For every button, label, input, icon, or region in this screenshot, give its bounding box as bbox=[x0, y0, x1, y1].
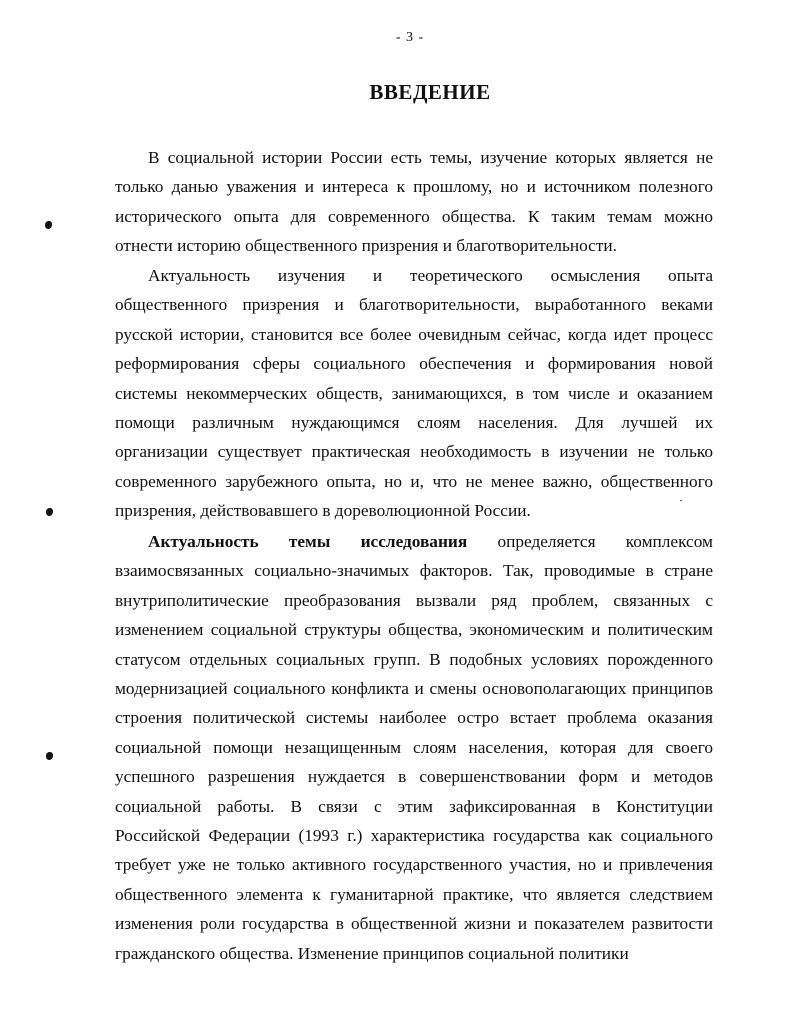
text-line: отнести историю общественного призрения и благотворительности. bbox=[115, 236, 617, 256]
text-line: требует уже не только активного государственного участия, но и привлечения bbox=[115, 855, 713, 875]
page-number: - 3 - bbox=[395, 30, 425, 45]
text-line: Российской Федерации (1993 г.) характеристика государства как социального bbox=[115, 826, 713, 846]
text-line: призрения, действовавшего в дореволюционной России. bbox=[115, 501, 531, 521]
text-line: современного зарубежного опыта, но и, что не менее важно, общественного bbox=[115, 471, 713, 491]
text-line: внутриполитические преобразования вызвали ряд проблем, связанных с bbox=[115, 590, 713, 610]
text-line: социальной помощи незащищенным слоям населения, которая для своего bbox=[115, 737, 713, 757]
text-line: исторического опыта для современного общества. К таким темам можно bbox=[115, 206, 713, 226]
margin-mark bbox=[46, 508, 53, 516]
text-line: русской истории, становится все более очевидным сейчас, когда идет процесс bbox=[115, 324, 713, 344]
text-line: успешного разрешения нуждается в совершенствовании форм и методов bbox=[115, 767, 713, 787]
bold-phrase: Актуальность темы исследования bbox=[148, 532, 468, 551]
text-line: социальной работы. В связи с этим зафиксированная в Конституции bbox=[115, 796, 713, 816]
text-line: общественного призрения и благотворительности, выработанного веками bbox=[115, 295, 713, 315]
text-line: взаимосвязанных социально-значимых факторов. Так, проводимые в стране bbox=[115, 561, 713, 581]
text-line: реформирования сферы социального обеспечения и формирования новой bbox=[115, 354, 713, 374]
text-fragment: определяется комплексом bbox=[497, 532, 713, 551]
text-line: модернизацией социального конфликта и смены основополагающих принципов bbox=[115, 679, 713, 699]
text-line bbox=[115, 527, 713, 556]
text-line: В социальной истории России есть темы, изучение которых является не bbox=[148, 148, 713, 167]
text-line: изменением социальной структуры общества, экономическим и политическим bbox=[115, 620, 713, 640]
page-title: ВВЕДЕНИЕ bbox=[369, 80, 491, 104]
text-line: Актуальность изучения и теоретического осмысления опыта bbox=[148, 266, 713, 285]
paragraph-topic-relevance bbox=[115, 527, 713, 968]
text-line: гражданского общества. Изменение принципов социальной политики bbox=[115, 943, 629, 963]
text-line: изменения роли государства в общественной жизни и показателем развитости bbox=[115, 914, 713, 934]
text-line: системы некоммерческих обществ, занимающихся, в том числе и оказанием bbox=[115, 383, 713, 403]
margin-mark bbox=[46, 752, 53, 760]
text-line: общественного элемента к гуманитарной практике, что является следствием bbox=[115, 884, 713, 904]
text-line: строения политической системы наиболее остро встает проблема оказания bbox=[115, 708, 713, 728]
paragraph-relevance bbox=[115, 261, 713, 526]
text-line: статусом отдельных социальных групп. В подобных условиях порожденного bbox=[115, 649, 713, 669]
text-line: организации существует практическая необходимость в изучении не только bbox=[115, 442, 713, 462]
text-line: помощи различным нуждающимся слоям населения. Для лучшей их bbox=[115, 413, 713, 433]
margin-mark bbox=[45, 221, 52, 229]
text-line: только данью уважения и интереса к прошлому, но и источником полезного bbox=[115, 177, 713, 197]
paragraph-intro bbox=[115, 143, 713, 261]
